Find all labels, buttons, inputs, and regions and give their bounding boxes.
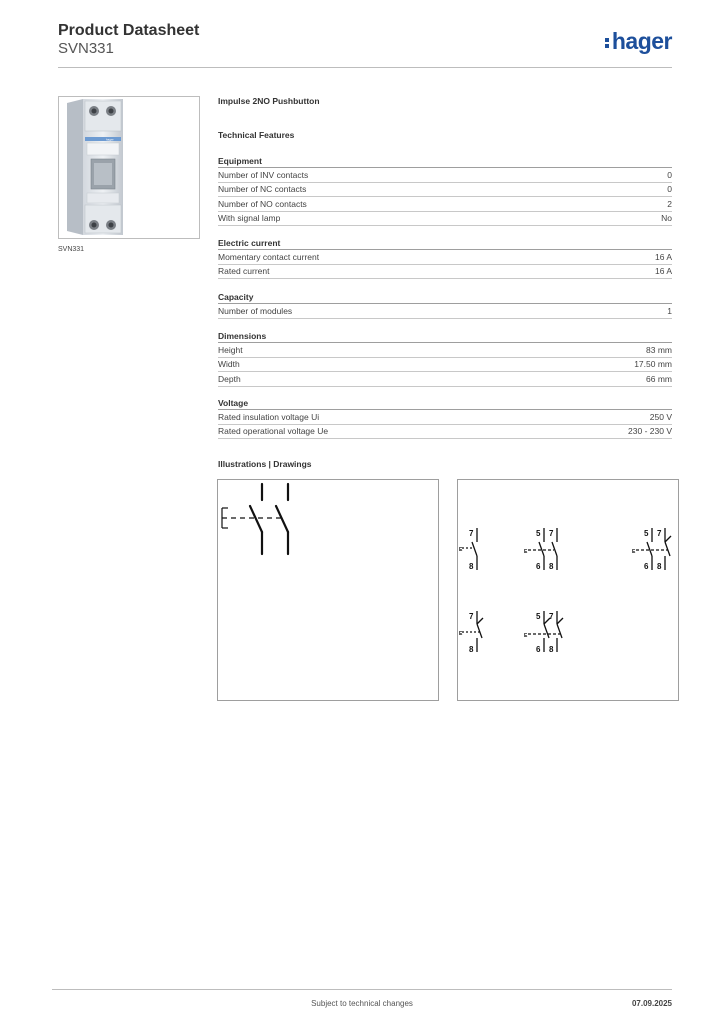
table-row [218,343,672,358]
wiring-diagram-main [217,479,439,701]
row-value: 17.50 mm [634,359,672,370]
terminal-label: 8 [469,562,474,571]
row-value: 16 A [654,251,672,262]
pushbutton-device-illustration [59,97,199,238]
device-brand-label: hager [106,137,114,142]
table-row [218,304,672,319]
section-title: Dimensions [218,330,672,343]
table-row [218,410,672,425]
contact-variants-schematic [458,480,678,700]
section-title: Equipment [218,155,672,168]
footer-date: 07.09.2025 [631,999,672,1008]
table-row [218,212,672,227]
section-voltage [218,397,672,439]
row-label: Number of NO contacts [218,198,307,209]
terminal-label: 7 [469,612,474,621]
terminal-label: E [524,633,528,639]
row-label: Momentary contact current [218,251,320,262]
row-value: 230 - 230 V [628,426,672,437]
row-value: 1 [667,305,672,316]
terminal-label: 6 [536,645,541,654]
terminal-label: 8 [549,645,554,654]
terminal-label: 5 [644,529,649,538]
product-reference: SVN331 [58,40,114,57]
table-row [218,358,672,373]
terminal-label: 7 [549,529,554,538]
table-row [218,168,672,183]
two-no-contact-schematic [218,480,438,700]
section-equipment [218,155,672,226]
terminal-label: 5 [536,612,541,621]
illustrations-heading: Illustrations | Drawings [218,459,312,469]
row-value: 83 mm [646,344,672,355]
terminal-label: 5 [536,529,541,538]
row-label: Number of NC contacts [218,184,307,195]
row-label: Height [218,344,243,355]
row-label: Rated insulation voltage Ui [218,411,320,422]
section-capacity [218,291,672,319]
row-value: 66 mm [646,373,672,384]
section-title: Electric current [218,237,672,250]
logo-dots-icon [605,36,610,50]
section-electric-current [218,237,672,279]
row-label: Number of modules [218,305,293,316]
page-title: Product Datasheet [58,22,200,39]
table-row [218,250,672,265]
product-image [58,96,200,239]
technical-features-heading: Technical Features [218,130,295,140]
page-footer [52,989,672,1008]
row-label: With signal lamp [218,213,281,224]
terminal-label: 7 [549,612,554,621]
row-label: Rated operational voltage Ue [218,426,329,437]
terminal-label: 8 [657,562,662,571]
terminal-label: E [524,549,528,555]
terminal-label: E [459,631,463,637]
logo-text: hager [611,28,672,54]
section-dimensions [218,330,672,387]
row-label: Depth [218,373,241,384]
table-row [218,372,672,387]
footer-note: Subject to technical changes [311,999,413,1008]
terminal-label: 7 [657,529,662,538]
wiring-diagram-variants [457,479,679,701]
table-row [218,265,672,280]
terminal-label: 8 [549,562,554,571]
row-value: 0 [667,184,672,195]
table-row [218,425,672,440]
row-label: Rated current [218,266,270,277]
terminal-label: E [632,549,636,555]
product-name: Impulse 2NO Pushbutton [218,96,320,106]
section-title: Voltage [218,397,672,410]
row-value: 0 [667,169,672,180]
row-value: 16 A [654,266,672,277]
section-title: Capacity [218,291,672,304]
row-value: 250 V [649,411,672,422]
row-label: Width [218,359,240,370]
image-caption: SVN331 [58,246,85,253]
row-value: No [661,213,672,224]
terminal-label: 8 [469,645,474,654]
hager-logo [605,28,672,55]
terminal-label: E [459,547,463,553]
page-header [58,22,672,68]
terminal-label: 6 [536,562,541,571]
table-row [218,197,672,212]
row-value: 2 [667,198,672,209]
terminal-label: 6 [644,562,649,571]
terminal-label: 7 [469,529,474,538]
row-label: Number of INV contacts [218,169,309,180]
table-row [218,183,672,198]
